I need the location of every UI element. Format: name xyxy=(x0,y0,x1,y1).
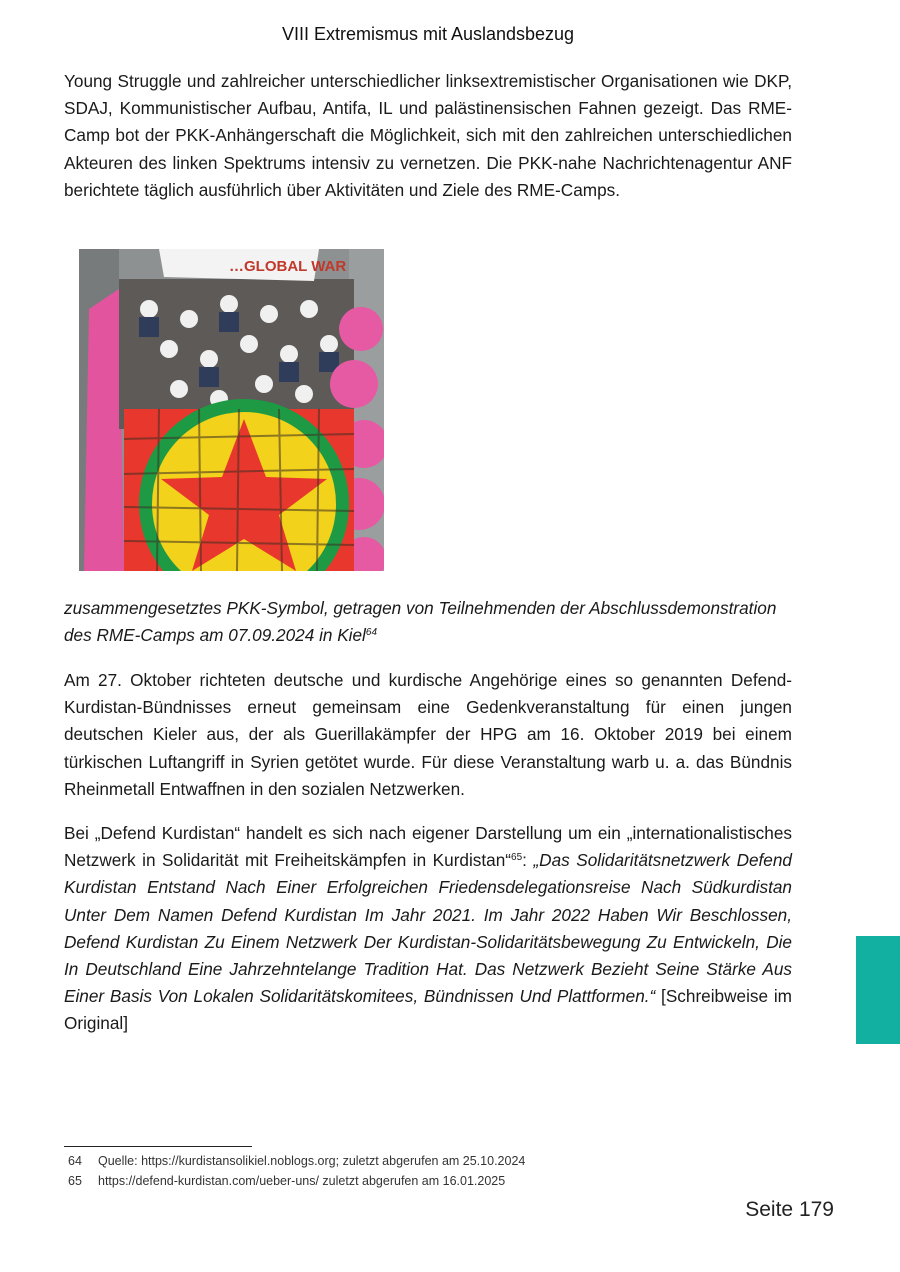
paragraph-2: Am 27. Oktober richteten deutsche und kurdische Angehörige eines so genannten Defend-Kurdistan-Bündnisses erneut gemeinsam eine Gedenkveranstaltung für einen jungen deutschen Kieler aus, der als Guerillakämpfer der HPG am 16. Oktober 2019 bei einem türkischen Luftangriff in Syrien getötet wurde. Für diese Veranstaltung warb u. a. das Bündnis Rheinmetall Entwaffnen in den sozialen Netzwerken. xyxy=(64,670,792,799)
paragraph-3-quote: „Das Solidaritätsnetzwerk Defend Kurdistan Entstand Nach Einer Erfolgreichen Friedensdelegationsreise Nach Südkurdistan Unter Dem Namen Defend Kurdistan Im Jahr 2021. Im Jahr 2022 Haben Wir Beschlossen, Defend Kurdistan Zu Einem Netzwerk Der Kurdistan-Solidaritätsbewegung Zu Entwickeln, Die In Deutschland Eine Jahrzehntelange Tradition Hat. Das Netzwerk Bezieht Seine Stärke Aus Einer Basis Von Lokalen Solidaritätskomitees, Bündnissen Und Plattformen.“ xyxy=(64,850,792,1007)
banner-text: …GLOBAL WAR xyxy=(229,258,347,275)
page-label: Seite xyxy=(745,1198,794,1221)
demonstration-photo-illustration xyxy=(79,249,384,571)
chapter-side-tab xyxy=(856,936,900,1044)
footnote-text: https://defend-kurdistan.com/ueber-uns/ zuletzt abgerufen am 16.01.2025 xyxy=(98,1174,506,1188)
caption-text: zusammengesetztes PKK-Symbol, getragen von Teilnehmenden der Abschlussdemonstration des RME-Camps am 07.09.2024 in Kiel xyxy=(64,598,777,646)
chapter-title: VIII Extremismus mit Auslandsbezug xyxy=(281,24,575,44)
footnote-65 xyxy=(68,1172,768,1190)
footnote-number: 65 xyxy=(68,1174,82,1188)
paragraph-3-note: [Schreibweise im Original] xyxy=(64,986,792,1034)
paragraph-1: Young Struggle und zahlreicher unterschiedlicher linksextremistischer Organisationen wie DKP, SDAJ, Kommunistischer Aufbau, Antifa, IL und palästinensischen Fahnen gezeigt. Das RME-Camp bot der PKK-Anhängerschaft die Möglichkeit, sich mit den zahlreichen unterschiedlichen Akteuren des linken Spektrums intensiv zu vernetzen. Die PKK-nahe Nachrichtenagentur ANF berichtete täglich ausführlich über Aktivitäten und Ziele des RME-Camps. xyxy=(64,71,792,200)
demonstration-photo xyxy=(79,249,384,571)
page-number-value: 179 xyxy=(798,1198,834,1221)
photo-caption xyxy=(64,595,792,649)
footnote-number: 64 xyxy=(68,1154,82,1168)
footnote-64 xyxy=(68,1152,768,1170)
page-number xyxy=(745,1198,834,1222)
paragraph-3-colon: : xyxy=(522,850,534,871)
paragraph-3-footnote-ref: 65 xyxy=(511,852,523,864)
paragraph-3 xyxy=(64,820,792,1038)
footnote-text: Quelle: https://kurdistansolikiel.noblogs.org; zuletzt abgerufen am 25.10.2024 xyxy=(98,1154,526,1168)
paragraph-3-intro: Bei „Defend Kurdistan“ handelt es sich nach eigener Darstellung um ein „internationalistisches Netzwerk in Solidarität mit Freiheitskämpfen in Kurdistan“ xyxy=(64,823,792,871)
footnote-separator xyxy=(64,1146,252,1147)
caption-footnote-ref: 64 xyxy=(365,627,378,639)
